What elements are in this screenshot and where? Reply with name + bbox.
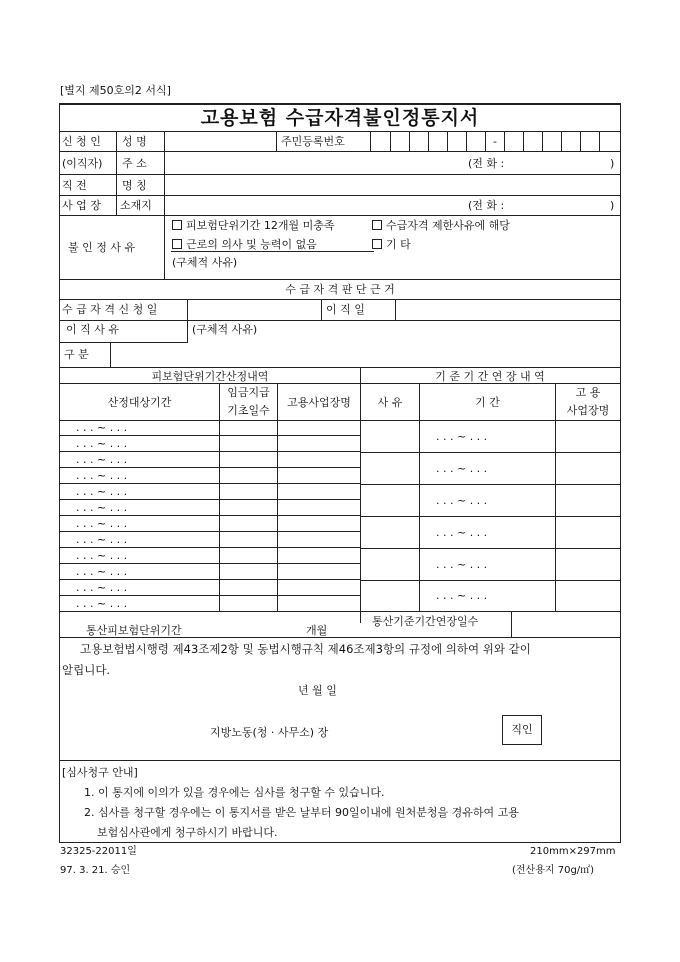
insured-row-period[interactable]: . . . ~ . . .	[76, 421, 128, 434]
appeal-item-2-line-1: 2. 심사를 청구할 경우에는 이 통지서를 받은 날부터 90일이내에 원처분청을 경유하여 고용	[84, 806, 519, 819]
page-title: 고용보험 수급자격불인정통지서	[200, 107, 480, 129]
checkbox-icon	[372, 220, 382, 230]
name-label: 성 명	[122, 135, 147, 148]
checkbox-icon	[172, 220, 182, 230]
footer-approval: 97. 3. 21. 승인	[60, 865, 131, 876]
insured-total-unit: 개월	[306, 624, 328, 637]
form-code: [별지 제50호의2 서식]	[60, 84, 171, 97]
applicant-sub-label: (이직자)	[62, 157, 103, 170]
employer-phone-close: )	[610, 199, 615, 212]
employer-title-field[interactable]	[166, 176, 618, 194]
col-days-header-2: 기초일수	[227, 404, 270, 417]
employer-location-label: 소재지	[120, 199, 152, 212]
category-field[interactable]	[112, 344, 617, 365]
reason-specific-label: (구체적 사유)	[172, 256, 238, 269]
reason-option-other[interactable]: 기 타	[372, 238, 411, 251]
applicant-phone-field[interactable]	[520, 154, 608, 172]
notice-date: 년 월 일	[298, 684, 337, 697]
applicant-phone-label: (전 화 :	[468, 157, 505, 170]
col-days-header-1: 임금지급	[227, 386, 270, 399]
extension-row-period[interactable]: . . . ~ . . .	[436, 558, 488, 571]
insured-row-period[interactable]: . . . ~ . . .	[76, 517, 128, 530]
insured-total-field[interactable]	[240, 623, 300, 637]
footer-code: 32325-22011일	[60, 846, 137, 857]
insured-row-period[interactable]: . . . ~ . . .	[76, 437, 128, 450]
notice-body-line-1: 고용보험법시행령 제43조제2항 및 동법시행규칙 제46조제3항의 규정에 의하여 위와 같이	[80, 642, 531, 656]
reason-option-no-ability[interactable]: 근로의 의사 및 능력이 없음	[172, 238, 317, 251]
leave-reason-specific: (구체적 사유)	[192, 323, 258, 336]
official-seal: 직인	[502, 715, 542, 745]
col-period-header: 산정대상기간	[107, 396, 172, 409]
address-label: 주 소	[122, 157, 147, 170]
appeal-title: [심사청구 안내]	[62, 766, 138, 779]
col-ext-reason-header: 사 유	[377, 396, 403, 409]
insured-row-period[interactable]: . . . ~ . . .	[76, 485, 128, 498]
reason-option-restriction[interactable]: 수급자격 제한사유에 해당	[372, 219, 510, 232]
col-company-header: 고용사업장명	[287, 396, 351, 409]
insured-row-period[interactable]: . . . ~ . . .	[76, 549, 128, 562]
applicant-label: 신 청 인	[62, 135, 101, 148]
reason-specific-field[interactable]	[260, 254, 615, 276]
extension-row-period[interactable]: . . . ~ . . .	[436, 494, 488, 507]
footer-size: 210mm×297mm	[530, 846, 616, 857]
insured-row-period[interactable]: . . . ~ . . .	[76, 581, 128, 594]
extension-section-title: 기 준 기 간 연 장 내 역	[435, 370, 545, 383]
name-field[interactable]	[166, 133, 274, 149]
leave-reason-label: 이 직 사 유	[66, 323, 119, 336]
notice-issuer: 지방노동(청 · 사무소) 장	[210, 726, 329, 739]
appeal-item-2-line-2: 보험심사관에게 청구하시기 바랍니다.	[97, 826, 278, 839]
extension-row-period[interactable]: . . . ~ . . .	[436, 430, 488, 443]
reason-label: 불 인 정 사 유	[68, 241, 136, 254]
applicant-phone-close: )	[610, 157, 615, 170]
leave-date-field[interactable]	[397, 301, 617, 318]
insured-row-period[interactable]: . . . ~ . . .	[76, 469, 128, 482]
insured-total-label: 통산피보험단위기간	[86, 624, 182, 637]
resident-no-label: 주민등록번호	[281, 135, 345, 148]
basis-title: 수 급 자 격 판 단 근 거	[285, 283, 395, 296]
employer-sub-label: 사 업 장	[62, 199, 101, 212]
insured-row-period[interactable]: . . . ~ . . .	[76, 533, 128, 546]
apply-date-label: 수 급 자 격 신 청 일	[62, 303, 158, 316]
employer-label: 직 전	[62, 179, 87, 192]
resident-no-boxes[interactable]	[371, 131, 620, 151]
col-ext-company-header-1: 고 용	[575, 386, 601, 399]
extension-total-field[interactable]	[513, 613, 617, 635]
extension-row-period[interactable]: . . . ~ . . .	[436, 526, 488, 539]
employer-location-field[interactable]	[166, 197, 456, 214]
address-field[interactable]	[166, 154, 456, 172]
resident-no-separator: -	[493, 135, 497, 148]
checkbox-icon	[372, 239, 382, 249]
leave-date-label: 이 직 일	[326, 303, 365, 316]
reason-option-insured-period[interactable]: 피보험단위기간 12개월 미충족	[172, 219, 335, 232]
checkbox-icon	[172, 239, 182, 249]
insured-row-period[interactable]: . . . ~ . . .	[76, 453, 128, 466]
col-ext-company-header-2: 사업장명	[566, 404, 610, 417]
extension-row-period[interactable]: . . . ~ . . .	[436, 589, 488, 602]
insured-row-period[interactable]: . . . ~ . . .	[76, 565, 128, 578]
col-ext-period-header: 기 간	[475, 396, 500, 409]
footer-paper: (전산용지 70g/㎡)	[512, 865, 595, 876]
leave-reason-field[interactable]	[280, 322, 615, 339]
insured-section-title: 피보험단위기간산정내역	[151, 370, 269, 383]
insured-row-period[interactable]: . . . ~ . . .	[76, 501, 128, 514]
extension-row-period[interactable]: . . . ~ . . .	[436, 462, 488, 475]
category-label: 구 분	[64, 348, 89, 361]
employer-phone-label: (전 화 :	[468, 199, 505, 212]
notice-body-line-2: 알립니다.	[62, 663, 111, 677]
extension-total-label: 통산기준기간연장일수	[372, 615, 479, 628]
appeal-item-1: 1. 이 통지에 이의가 있을 경우에는 심사를 청구할 수 있습니다.	[84, 786, 385, 799]
apply-date-field[interactable]	[189, 301, 319, 318]
insured-row-period[interactable]: . . . ~ . . .	[76, 597, 128, 610]
employer-title-label: 명 칭	[122, 179, 147, 192]
